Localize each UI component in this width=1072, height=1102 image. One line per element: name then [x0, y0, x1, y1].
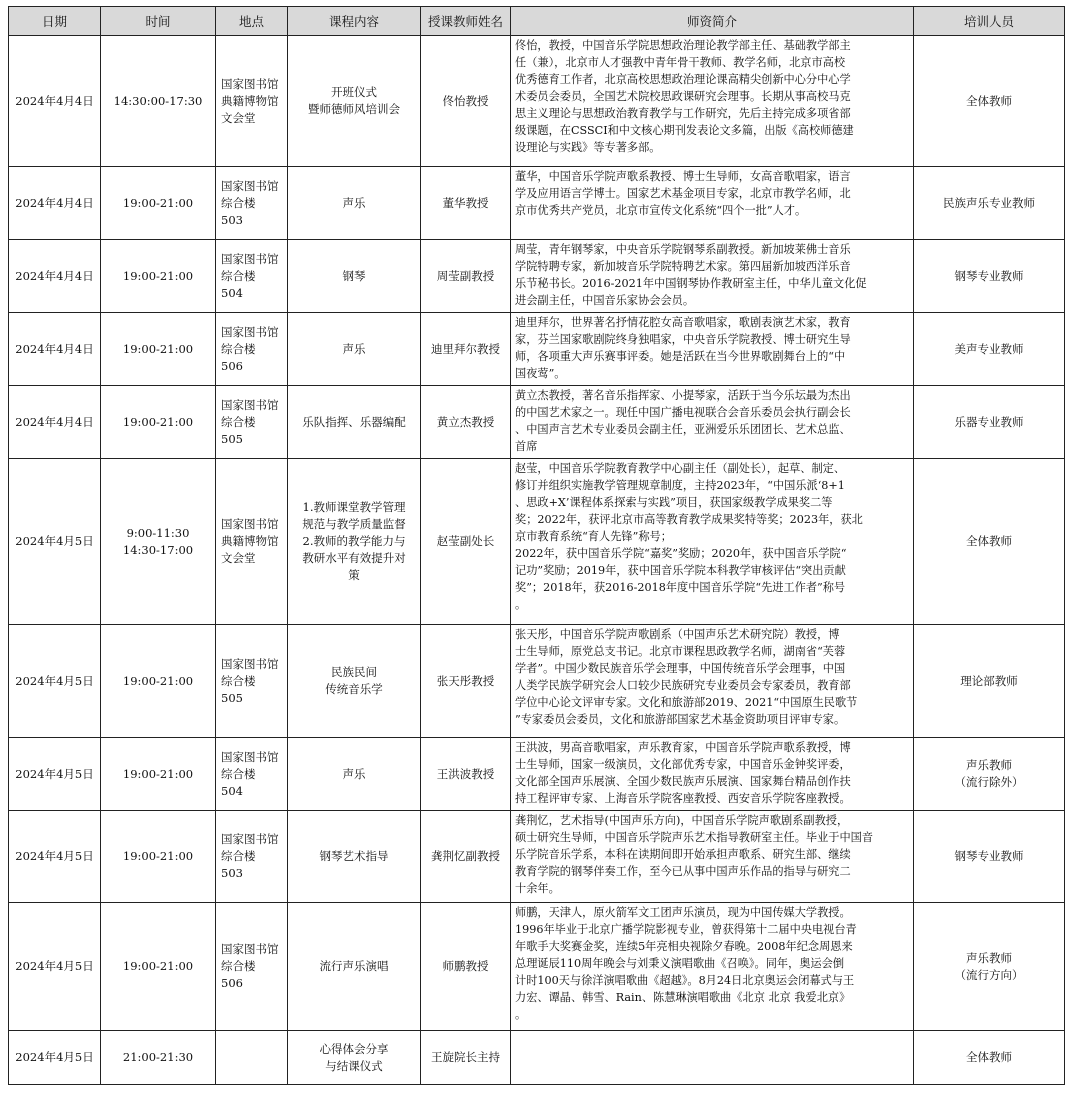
cell-trainees: [914, 459, 1065, 625]
cell-time-line: 14:30-17:00: [122, 542, 194, 557]
cell-bio-line: 董华，中国音乐学院声歌系教授、博士生导师，女高音歌唱家，语言: [515, 170, 851, 183]
cell-course: [288, 36, 421, 167]
cell-bio-line: 教育学院的钢琴伴奏工作，至今已从事中国声乐作品的指导与研究二: [515, 865, 851, 878]
cell-course-line: 开班仪式: [331, 85, 377, 99]
cell-date: 2024年4月5日: [9, 459, 101, 625]
table-row: [9, 240, 1065, 313]
cell-bio-line: ”专家委员会委员，文化和旅游部国家艺术基金资助项目评审专家。: [515, 713, 846, 726]
cell-location-line: 国家图书馆: [221, 251, 279, 266]
cell-bio-line: 首席: [515, 440, 538, 453]
table-row: [9, 167, 1065, 240]
cell-bio-line: 学者”。中国少数民族音乐学会理事，中国传统音乐学会理事，中国: [515, 662, 846, 675]
cell-location-line: 国家图书馆: [221, 397, 279, 412]
cell-location: [216, 811, 288, 903]
cell-course-line: 钢琴: [342, 268, 366, 283]
cell-bio-line: 京市教育系统“育人先锋”称号；: [515, 530, 672, 543]
cell-location-line: 综合楼: [221, 195, 256, 210]
cell-course: [288, 167, 421, 240]
cell-trainees: [914, 1031, 1065, 1085]
cell-trainees-line: （流行除外）: [954, 775, 1024, 789]
cell-course-line: 声乐: [342, 341, 366, 356]
cell-location-line: 综合楼: [221, 959, 256, 973]
cell-time-line: 19:00-21:00: [122, 414, 194, 429]
cell-bio-line: 。: [515, 598, 527, 611]
cell-location-line: 国家图书馆: [221, 656, 279, 671]
cell-location-line: 503: [221, 866, 243, 880]
header-course: 课程内容: [288, 7, 421, 36]
cell-time-line: 19:00-21:00: [122, 341, 194, 356]
cell-location: [216, 903, 288, 1031]
cell-course: [288, 903, 421, 1031]
cell-bio-line: 周莹，青年钢琴家，中央音乐学院钢琴系副教授。新加坡莱佛士音乐: [515, 243, 851, 256]
cell-location-line: 国家图书馆: [221, 942, 279, 956]
cell-course-line: 心得体会分享: [319, 1041, 389, 1056]
cell-bio-line: 张天彤，中国音乐学院声歌剧系（中国声乐艺术研究院）教授，博: [515, 628, 840, 641]
cell-location-line: 国家图书馆: [221, 76, 279, 91]
cell-location-line: 典籍博物馆: [221, 93, 279, 108]
header-trainees: 培训人员: [914, 7, 1065, 36]
cell-bio-line: 文化部全国声乐展演、全国少数民族声乐展演、国家舞台精品创作扶: [515, 775, 851, 788]
cell-teacher: 龚荆忆副教授: [421, 811, 511, 903]
cell-bio-line: 龚荆忆，艺术指导(中国声乐方向)，中国音乐学院声歌剧系副教授，: [515, 814, 849, 827]
cell-bio: [511, 313, 914, 386]
header-date: 日期: [9, 7, 101, 36]
cell-time: [101, 903, 216, 1031]
cell-bio-line: 赵莹，中国音乐学院教育教学中心副主任（副处长），起草、制定、: [515, 462, 846, 475]
cell-location: [216, 313, 288, 386]
cell-trainees-line: 理论部教师: [960, 673, 1018, 688]
header-location: 地点: [216, 7, 288, 36]
cell-time: [101, 738, 216, 811]
cell-teacher: 迪里拜尔教授: [421, 313, 511, 386]
cell-location: [216, 36, 288, 167]
cell-time-line: 19:00-21:00: [122, 673, 194, 688]
table-row: [9, 903, 1065, 1031]
cell-course-line: 2.教师的教学能力与: [302, 534, 406, 548]
cell-location-line: 504: [221, 783, 243, 798]
cell-bio-line: 任（兼），北京市人才强教中青年骨干教师、教学名师，北京市高校: [515, 56, 846, 69]
cell-time-line: 19:00-21:00: [122, 959, 194, 973]
cell-bio: [511, 386, 914, 459]
cell-course-line: 与结课仪式: [325, 1058, 383, 1073]
cell-bio: [511, 903, 914, 1031]
table-row: [9, 1031, 1065, 1085]
cell-trainees: [914, 738, 1065, 811]
cell-course-line: 声乐: [342, 766, 366, 781]
cell-location-line: 国家图书馆: [221, 832, 279, 846]
cell-trainees: [914, 903, 1065, 1031]
cell-course-line: 流行声乐演唱: [319, 959, 389, 973]
cell-teacher: 董华教授: [421, 167, 511, 240]
cell-location-line: 典籍博物馆: [221, 534, 279, 548]
cell-course-line: 乐队指挥、乐器编配: [302, 414, 406, 429]
cell-trainees: [914, 386, 1065, 459]
cell-course: [288, 738, 421, 811]
cell-bio-line: 学及应用语言学博士。国家艺术基金项目专家，北京市教学名师，北: [515, 187, 851, 200]
cell-bio-line: 优秀德育工作者，北京高校思想政治理论课高精尖创新中心分中心学: [515, 73, 851, 86]
cell-location-line: 国家图书馆: [221, 178, 279, 193]
cell-bio: [511, 625, 914, 738]
cell-course-line: 教研水平有效提升对: [302, 551, 406, 565]
cell-location-line: 综合楼: [221, 414, 256, 429]
cell-location-line: 国家图书馆: [221, 517, 279, 531]
cell-date: 2024年4月4日: [9, 167, 101, 240]
cell-bio: [511, 167, 914, 240]
cell-trainees: [914, 625, 1065, 738]
cell-location-line: 综合楼: [221, 849, 256, 863]
cell-bio-line: 记功”奖励；2019年，获中国音乐学院本科教学审核评估“突出贡献: [515, 564, 846, 577]
cell-bio-line: 力宏、谭晶、韩雪、Rain、陈慧琳演唱歌曲《北京 北京 我爱北京》: [515, 991, 851, 1004]
cell-date: 2024年4月5日: [9, 625, 101, 738]
cell-teacher: 周莹副教授: [421, 240, 511, 313]
cell-time: [101, 625, 216, 738]
cell-bio: [511, 459, 914, 625]
cell-bio-line: 硕士研究生导师，中国音乐学院声乐艺术指导教研室主任。毕业于中国音: [515, 831, 874, 844]
cell-bio-line: 级课题，在CSSCI和中文核心期刊发表论文多篇，出版《高校师德建: [515, 124, 854, 137]
cell-bio-line: 奖；2022年，获评北京市高等教育教学成果奖特等奖；2023年，获北: [515, 513, 863, 526]
cell-date: 2024年4月4日: [9, 386, 101, 459]
cell-bio-line: 王洪波，男高音歌唱家，声乐教育家，中国音乐学院声歌系教授，博: [515, 741, 851, 754]
cell-trainees-line: 全体教师: [966, 93, 1012, 108]
cell-bio: [511, 738, 914, 811]
cell-trainees-line: （流行方向）: [954, 967, 1024, 982]
header-time: 时间: [101, 7, 216, 36]
cell-location: [216, 738, 288, 811]
cell-course: [288, 240, 421, 313]
cell-bio-line: 设理论与实践》等专著多部。: [515, 141, 661, 154]
cell-trainees-line: 民族声乐专业教师: [943, 195, 1035, 210]
cell-trainees: [914, 167, 1065, 240]
table-row: [9, 36, 1065, 167]
cell-location-line: 504: [221, 285, 243, 300]
cell-trainees-line: 美声专业教师: [954, 341, 1024, 356]
training-schedule-table: [8, 6, 1065, 1085]
cell-time: [101, 240, 216, 313]
cell-location: [216, 625, 288, 738]
cell-trainees: [914, 811, 1065, 903]
cell-time-line: 19:00-21:00: [122, 195, 194, 210]
cell-teacher: 佟怡教授: [421, 36, 511, 167]
cell-date: 2024年4月5日: [9, 738, 101, 811]
cell-trainees-line: 全体教师: [966, 1050, 1012, 1064]
cell-bio-line: 人类学民族学研究会人口较少民族研究专业委员会专家委员，教育部: [515, 679, 851, 692]
table-row: [9, 386, 1065, 459]
cell-bio-line: 进会副主任，中国音乐家协会会员。: [515, 294, 695, 307]
cell-location-line: 国家图书馆: [221, 749, 279, 764]
cell-date: 2024年4月5日: [9, 903, 101, 1031]
table-body: [9, 36, 1065, 1085]
cell-bio-line: 计时100天与徐洋演唱歌曲《超越》。8月24日北京奥运会闭幕式与王: [515, 974, 855, 987]
cell-location: [216, 459, 288, 625]
header-teacher: 授课教师姓名: [421, 7, 511, 36]
cell-bio: [511, 811, 914, 903]
cell-bio-line: 奖”；2018年，获2016-2018年度中国音乐学院“先进工作者”称号: [515, 581, 846, 594]
cell-teacher: 赵莹副处长: [421, 459, 511, 625]
table-row: [9, 313, 1065, 386]
cell-bio-line: 十余年。: [515, 882, 560, 895]
cell-course-line: 传统音乐学: [325, 682, 383, 696]
cell-bio-line: 学位中心论文评审专家。文化和旅游部2019、2021“中国原生民歌节: [515, 696, 858, 709]
cell-bio-line: 的中国艺术家之一。现任中国广播电视联合会音乐委员会执行副会长: [515, 406, 851, 419]
cell-course: [288, 811, 421, 903]
header-bio: 师资简介: [511, 7, 914, 36]
cell-bio-line: 黄立杰教授，著名音乐指挥家、小提琴家，活跃于当今乐坛最为杰出: [515, 389, 851, 402]
cell-bio-line: 、思政+X’课程体系探索与实践”项目，获国家级教学成果奖二等: [515, 496, 833, 509]
cell-course: [288, 625, 421, 738]
cell-bio-line: 士生导师，原党总支书记。北京市课程思政教学名师，湖南省“芙蓉: [515, 645, 846, 658]
cell-location-line: 506: [221, 358, 243, 373]
cell-bio-line: 总理诞辰110周年晚会与刘秉义演唱歌曲《召唤》。同年，奥运会倒: [515, 957, 845, 970]
cell-bio-line: 。: [515, 1008, 527, 1021]
cell-time: [101, 811, 216, 903]
table-row: [9, 625, 1065, 738]
cell-trainees-line: 声乐教师: [966, 758, 1012, 772]
cell-bio-line: 师鹏，天津人，原火箭军文工团声乐演员，现为中国传媒大学教授。: [515, 906, 851, 919]
cell-bio-line: 年歌手大奖赛金奖，连续5年亮相央视除夕春晚。2008年纪念周恩来: [515, 940, 853, 953]
cell-bio-line: 、中国声言艺术专业委员会副主任，亚洲爱乐乐团团长、艺术总监、: [515, 423, 851, 436]
cell-time: [101, 459, 216, 625]
cell-teacher: 张天彤教授: [421, 625, 511, 738]
cell-bio-line: 2022年，获中国音乐学院“嘉奖”奖励；2020年，获中国音乐学院“: [515, 547, 847, 560]
cell-location-line: 国家图书馆: [221, 324, 279, 339]
cell-location-line: 506: [221, 976, 243, 990]
cell-course-line: 声乐: [342, 195, 366, 210]
cell-location-line: 综合楼: [221, 766, 256, 781]
cell-trainees-line: 钢琴专业教师: [954, 849, 1024, 863]
cell-location: [216, 386, 288, 459]
cell-trainees: [914, 36, 1065, 167]
cell-bio-line: 佟怡，教授，中国音乐学院思想政治理论教学部主任、基础教学部主: [515, 39, 851, 52]
cell-bio: [511, 240, 914, 313]
cell-bio-line: 国夜莺”。: [515, 367, 566, 380]
cell-teacher: 师鹏教授: [421, 903, 511, 1031]
cell-teacher: 王旋院长主持: [421, 1031, 511, 1085]
cell-bio-line: 乐节秘书长。2016-2021年中国钢琴协作教研室主任，中华儿童文化促: [515, 277, 867, 290]
table-row: [9, 811, 1065, 903]
cell-bio-line: 士生导师，国家一级演员，文化部优秀专家，中国音乐金钟奖评委，: [515, 758, 851, 771]
cell-bio-line: 持工程评审专家、上海音乐学院客座教授、西安音乐学院客座教授。: [515, 792, 851, 805]
cell-date: 2024年4月4日: [9, 313, 101, 386]
cell-bio: [511, 36, 914, 167]
cell-trainees-line: 全体教师: [966, 534, 1012, 548]
cell-course-line: 民族民间: [331, 665, 377, 679]
cell-location-line: 综合楼: [221, 268, 256, 283]
cell-location: [216, 240, 288, 313]
cell-bio-line: 京市优秀共产党员，北京市宣传文化系统“四个一批”人才。: [515, 204, 807, 217]
table-row: [9, 459, 1065, 625]
cell-bio-line: 术委员会委员，全国艺术院校思政课研究会理事。长期从事高校马克: [515, 90, 851, 103]
cell-trainees: [914, 240, 1065, 313]
cell-location-line: 503: [221, 212, 243, 227]
cell-date: 2024年4月5日: [9, 1031, 101, 1085]
cell-bio-line: 1996年毕业于北京广播学院影视专业，曾获得第十二届中央电视台青: [515, 923, 857, 936]
cell-bio-line: 迪里拜尔，世界著名抒情花腔女高音歌唱家，歌剧表演艺术家，教育: [515, 316, 851, 329]
cell-location-line: 综合楼: [221, 341, 256, 356]
cell-bio-line: 师，各项重大声乐赛事评委。她是活跃在当今世界歌剧舞台上的“中: [515, 350, 846, 363]
cell-date: 2024年4月4日: [9, 240, 101, 313]
cell-time-line: 19:00-21:00: [122, 268, 194, 283]
cell-trainees-line: 钢琴专业教师: [954, 268, 1024, 283]
cell-course-line: 1.教师课堂教学管理: [302, 500, 406, 514]
cell-course-line: 暨师德师风培训会: [308, 102, 400, 116]
cell-course-line: 钢琴艺术指导: [319, 849, 389, 863]
cell-location-line: 综合楼: [221, 673, 256, 688]
cell-teacher: 黄立杰教授: [421, 386, 511, 459]
cell-time-line: 9:00-11:30: [126, 525, 190, 540]
cell-date: 2024年4月5日: [9, 811, 101, 903]
cell-bio: [511, 1031, 914, 1085]
cell-time: [101, 36, 216, 167]
cell-course: [288, 386, 421, 459]
cell-bio-line: 家，芬兰国家歌剧院终身独唱家，中央音乐学院教授、博士研究生导: [515, 333, 851, 346]
cell-location-line: 文会堂: [221, 110, 256, 125]
cell-teacher: 王洪波教授: [421, 738, 511, 811]
cell-bio-line: 思主义理论与思想政治教育教学与工作研究，先后主持完成多项省部: [515, 107, 851, 120]
cell-time: [101, 386, 216, 459]
cell-trainees-line: 声乐教师: [966, 950, 1012, 965]
cell-course-line: 策: [348, 568, 360, 582]
cell-course: [288, 1031, 421, 1085]
header-row: [9, 7, 1065, 36]
cell-bio-line: 乐学院音乐学系，本科在读期间即开始承担声歌系、研究生部、继续: [515, 848, 851, 861]
cell-location-line: 505: [221, 431, 243, 446]
cell-course: [288, 313, 421, 386]
cell-course: [288, 459, 421, 625]
cell-time-line: 19:00-21:00: [122, 849, 194, 863]
cell-trainees: [914, 313, 1065, 386]
cell-course-line: 规范与教学质量监督: [302, 517, 406, 531]
cell-bio-line: 学院特聘专家，新加坡音乐学院特聘艺术家。第四届新加坡西洋乐音: [515, 260, 851, 273]
cell-bio-line: 修订并组织实施教学管理规章制度，主持2023年，“中国乐派‘8+1: [515, 479, 845, 492]
cell-time-line: 19:00-21:00: [122, 766, 194, 781]
cell-location: [216, 1031, 288, 1085]
cell-time-line: 14:30:00-17:30: [113, 93, 203, 108]
table-row: [9, 738, 1065, 811]
cell-location-line: 文会堂: [221, 551, 256, 565]
cell-trainees-line: 乐器专业教师: [954, 414, 1024, 429]
cell-location: [216, 167, 288, 240]
cell-time-line: 21:00-21:30: [122, 1050, 194, 1064]
cell-location-line: 505: [221, 690, 243, 705]
cell-time: [101, 167, 216, 240]
cell-time: [101, 1031, 216, 1085]
cell-time: [101, 313, 216, 386]
cell-date: 2024年4月4日: [9, 36, 101, 167]
